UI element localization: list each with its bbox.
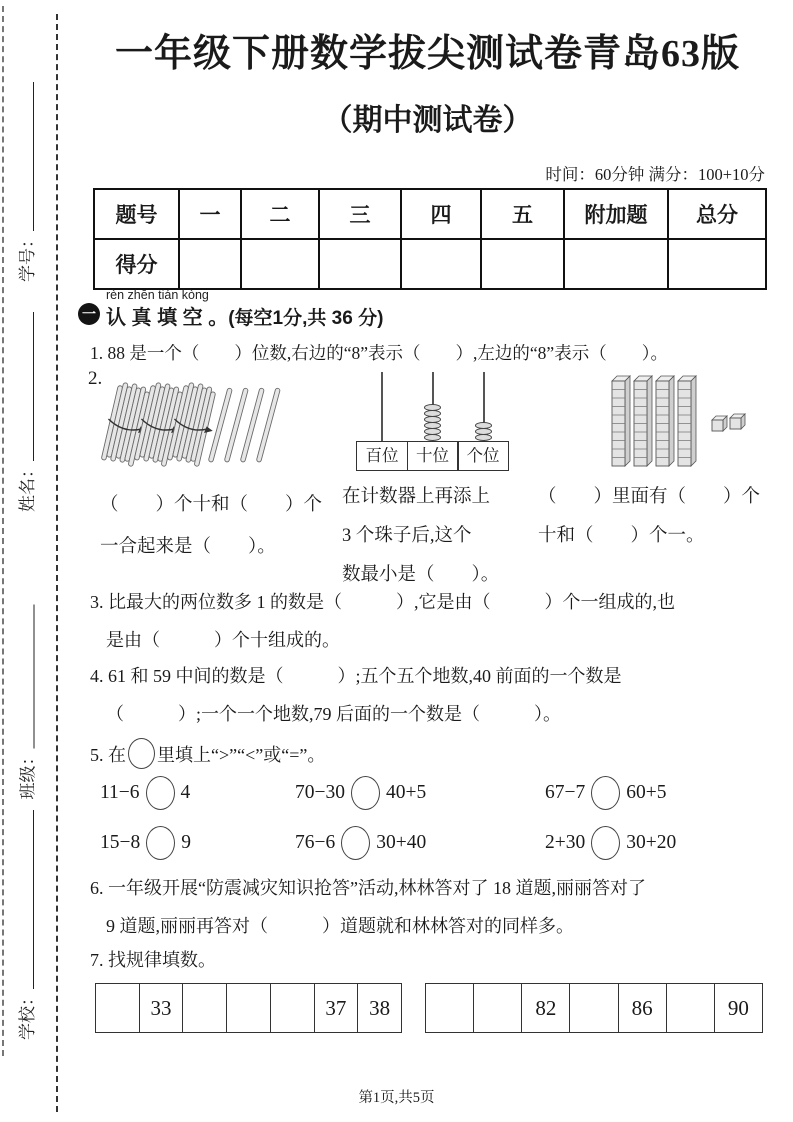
answer-circle-icon xyxy=(128,738,155,769)
tens-beads xyxy=(424,405,441,441)
margin-student-id xyxy=(14,82,38,282)
counter-figure xyxy=(356,372,509,472)
sequence-cell xyxy=(183,984,227,1033)
comparison-right: 30+40 xyxy=(376,832,427,853)
sequence-cell xyxy=(96,984,140,1033)
place-value-labels xyxy=(356,441,509,471)
section-number-badge: 一 xyxy=(78,303,100,325)
sequence-cell xyxy=(570,984,618,1033)
ones-beads xyxy=(475,423,492,441)
school-label: 学校： xyxy=(18,989,37,1040)
answer-circle-icon xyxy=(591,776,620,810)
comparison-item xyxy=(295,768,545,818)
comparison-item xyxy=(295,818,545,868)
comparison-left: 67−7 xyxy=(545,782,586,803)
score-header-cell: 一 xyxy=(179,189,241,239)
question-6-line2: 9 道题,丽丽再答对（ ）道题就和林林答对的同样多。 xyxy=(106,916,574,936)
score-table xyxy=(93,188,767,290)
question-2-left-text xyxy=(100,484,322,568)
paper-title: 一年级下册数学拔尖测试卷青岛63版 xyxy=(114,33,740,75)
score-table-score-row xyxy=(94,239,766,289)
q2-mid-line3: 数最小是（ ）。 xyxy=(342,565,500,585)
q5-prefix: 5. 在 xyxy=(90,745,126,765)
sticks-bundles-figure xyxy=(100,376,285,474)
name-label: 姓名： xyxy=(18,461,37,512)
sequence-cell xyxy=(666,984,714,1033)
section-title xyxy=(106,301,383,330)
sequence-cell: 86 xyxy=(618,984,666,1033)
score-empty-cell xyxy=(319,239,401,289)
question-3-line2: 是由（ ）个十组成的。 xyxy=(106,630,340,650)
sequence-cell: 82 xyxy=(522,984,570,1033)
sequence-cell: 38 xyxy=(358,984,402,1033)
student-id-label: 学号： xyxy=(18,231,37,282)
question-6-line1: 6. 一年级开展“防震减灾知识抢答”活动,林林答对了 18 道题,丽丽答对了 xyxy=(90,878,646,898)
q2-mid-line2: 3 个珠子后,这个 xyxy=(342,526,472,546)
class-label: 班级： xyxy=(18,748,38,800)
question-1: 1. 88 是一个（ ）位数,右边的“8”表示（ ）,左边的“8”表示（ ）。 xyxy=(90,343,668,363)
page-edge-dashed-line xyxy=(2,6,4,1056)
school-blank-line xyxy=(33,810,34,989)
paper-subtitle: （期中测试卷） xyxy=(322,104,533,137)
section-score-note: (每空1分,共 36 分) xyxy=(228,308,384,329)
comparison-left: 70−30 xyxy=(295,782,345,803)
score-empty-cell xyxy=(401,239,481,289)
question-2-number: 2. xyxy=(88,368,103,389)
comparison-left: 76−6 xyxy=(295,832,336,853)
score-empty-cell xyxy=(564,239,668,289)
score-empty-cell xyxy=(481,239,564,289)
q2-right-line2: 十和（ ）个一。 xyxy=(538,526,705,546)
margin-class xyxy=(15,605,39,800)
comparison-right: 4 xyxy=(180,782,191,803)
question-5-title xyxy=(90,738,325,769)
page-number: 第1页,共5页 xyxy=(358,1090,435,1106)
comparison-right: 30+20 xyxy=(626,832,677,853)
comparison-right: 9 xyxy=(181,832,191,853)
sequence-cell xyxy=(227,984,271,1033)
answer-circle-icon xyxy=(341,826,370,860)
score-header-cell: 三 xyxy=(319,189,401,239)
score-table-header-row xyxy=(94,189,766,239)
score-row-label: 得分 xyxy=(94,239,179,289)
tens-place-label: 十位 xyxy=(407,441,459,471)
comparison-left: 2+30 xyxy=(545,832,586,853)
seal-dashed-line xyxy=(56,14,58,1112)
hundreds-place-label: 百位 xyxy=(356,441,408,471)
score-header-cell: 附加题 xyxy=(564,189,668,239)
q5-suffix: 里填上“>”“<”或“=”。 xyxy=(157,745,326,765)
section-title-text: 认 真 填 空 。 xyxy=(106,307,229,329)
question-4-line1: 4. 61 和 59 中间的数是（ ）;五个五个地数,40 前面的一个数是 xyxy=(90,666,622,686)
score-empty-cell xyxy=(668,239,766,289)
sequence-table-a xyxy=(95,983,402,1033)
sequence-cell xyxy=(270,984,314,1033)
name-blank-line xyxy=(33,312,34,461)
q2-mid-line1: 在计数器上再添上 xyxy=(342,487,491,507)
q2-left-line2: 一合起来是（ ）。 xyxy=(100,537,276,557)
score-empty-cell xyxy=(241,239,319,289)
answer-circle-icon xyxy=(351,776,380,810)
sequence-cell: 37 xyxy=(314,984,358,1033)
question-2-right-text xyxy=(538,478,760,556)
student-id-blank-line xyxy=(33,82,34,231)
sequence-table-b xyxy=(425,983,763,1033)
class-blank-line xyxy=(34,605,35,749)
comparison-right: 60+5 xyxy=(626,782,667,803)
comparison-item xyxy=(545,768,768,818)
question-4-line2: （ ）;一个一个地数,79 后面的一个数是（ ）。 xyxy=(106,704,561,724)
hundreds-rod xyxy=(381,372,383,441)
comparison-item xyxy=(100,818,295,868)
question-7-title: 7. 找规律填数。 xyxy=(90,950,216,970)
score-header-cell: 总分 xyxy=(668,189,766,239)
base-ten-blocks-figure xyxy=(610,374,750,474)
margin-school xyxy=(14,810,38,1040)
time-score-info: 时间：60分钟 满分：100+10分 xyxy=(545,165,765,184)
score-header-cell: 题号 xyxy=(94,189,179,239)
score-header-cell: 四 xyxy=(401,189,481,239)
question-5-comparisons xyxy=(100,768,768,868)
sequence-cell xyxy=(474,984,522,1033)
question-3-line1: 3. 比最大的两位数多 1 的数是（ ）,它是由（ ）个一组成的,也 xyxy=(90,592,675,612)
ones-place-label: 个位 xyxy=(457,441,509,471)
score-header-cell: 五 xyxy=(481,189,564,239)
comparison-right: 40+5 xyxy=(386,782,427,803)
question-2-middle-text xyxy=(342,478,499,595)
score-empty-cell xyxy=(179,239,241,289)
section-pinyin: rèn zhēn tián kòng xyxy=(106,288,209,302)
comparison-left: 15−8 xyxy=(100,832,141,853)
sequence-cell xyxy=(426,984,474,1033)
comparison-item xyxy=(100,768,295,818)
comparison-item xyxy=(545,818,768,868)
sequence-cell: 33 xyxy=(139,984,183,1033)
answer-circle-icon xyxy=(146,776,175,810)
q2-right-line1: （ ）里面有（ ）个 xyxy=(538,487,761,507)
answer-circle-icon xyxy=(146,826,175,860)
margin-name xyxy=(14,312,38,512)
q2-left-line1: （ ）个十和（ ）个 xyxy=(100,495,323,515)
sequence-cell: 90 xyxy=(714,984,762,1033)
score-header-cell: 二 xyxy=(241,189,319,239)
answer-circle-icon xyxy=(591,826,620,860)
comparison-left: 11−6 xyxy=(100,782,140,803)
